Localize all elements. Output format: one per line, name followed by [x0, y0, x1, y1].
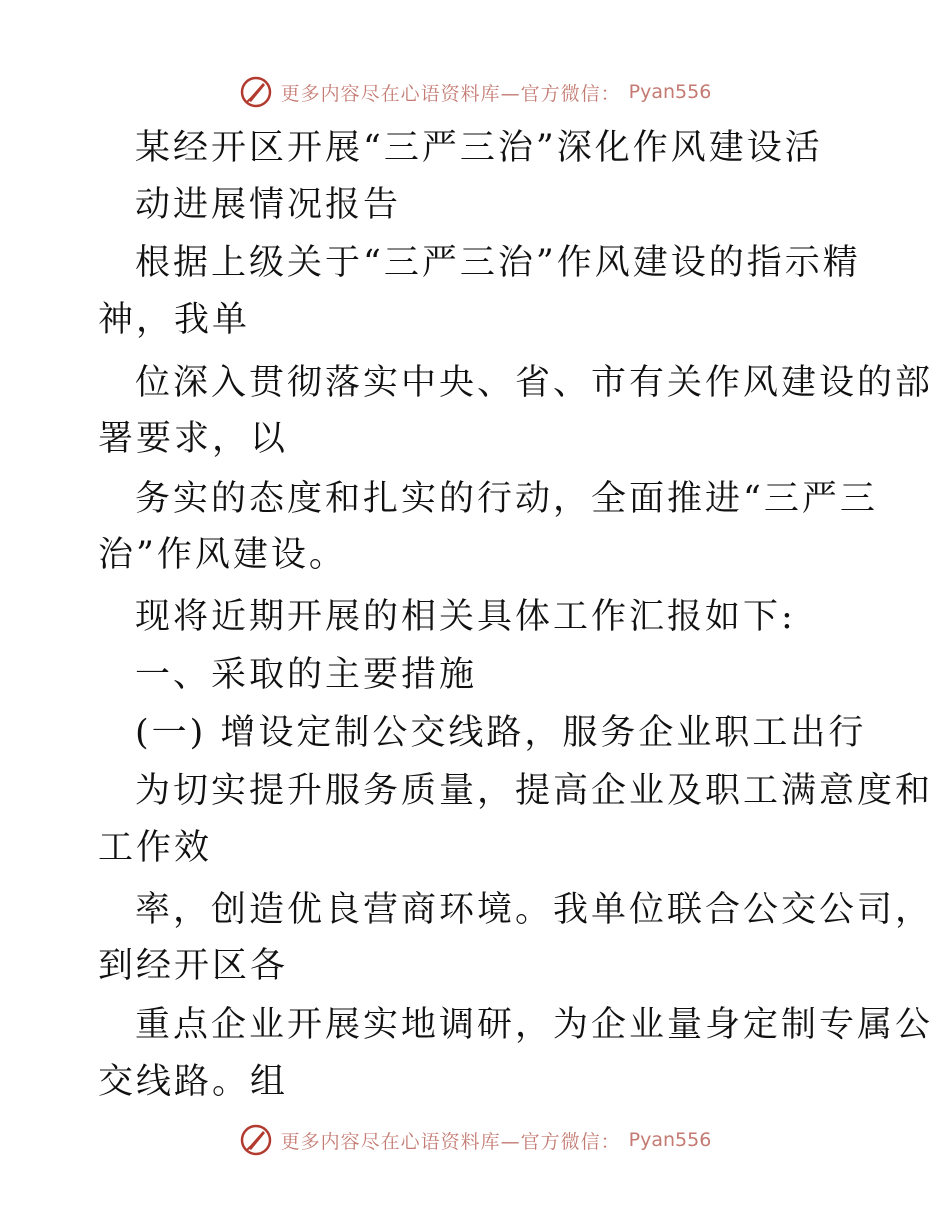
- footer-watermark: [0, 1120, 950, 1160]
- paragraph-line: 交线路。组: [98, 1062, 289, 1102]
- subsection-heading: (一) 增设定制公交线路，服务企业职工出行: [135, 713, 867, 753]
- paragraph-line: 务实的态度和扎实的行动，全面推进“三严三: [135, 479, 878, 519]
- paragraph-line: 位深入贯彻落实中央、省、市有关作风建设的部: [135, 363, 934, 403]
- paragraph-line: 重点企业开展实地调研，为企业量身定制专属公: [135, 1005, 934, 1045]
- paragraph-line: 根据上级关于“三严三治”作风建设的指示精: [135, 243, 861, 283]
- quill-logo-icon: [239, 75, 273, 109]
- title-line-2: 动进展情况报告: [135, 185, 402, 225]
- paragraph-line: 署要求，以: [98, 419, 289, 459]
- paragraph-line: 神，我单: [98, 300, 251, 340]
- watermark-text: 更多内容尽在心语资料库—官方微信：: [280, 1130, 621, 1153]
- quill-logo-icon: [239, 1123, 273, 1157]
- paragraph-line: 治”作风建设。: [98, 535, 347, 575]
- title-line-1: 某经开区开展“三严三治”深化作风建设活: [135, 128, 823, 168]
- paragraph-line: 现将近期开展的相关具体工作汇报如下:: [135, 597, 796, 637]
- watermark-text: 更多内容尽在心语资料库—官方微信：: [280, 82, 621, 105]
- paragraph-line: 到经开区各: [98, 946, 289, 986]
- paragraph-line: 率，创造优良营商环境。我单位联合公交公司，: [135, 890, 934, 930]
- section-heading: 一、采取的主要措施: [135, 655, 478, 695]
- paragraph-line: 为切实提升服务质量，提高企业及职工满意度和: [135, 771, 934, 811]
- paragraph-line: 工作效: [98, 828, 213, 868]
- header-watermark: [0, 72, 950, 112]
- watermark-wechat-id: Pyan556: [628, 1129, 712, 1151]
- watermark-wechat-id: Pyan556: [628, 81, 712, 103]
